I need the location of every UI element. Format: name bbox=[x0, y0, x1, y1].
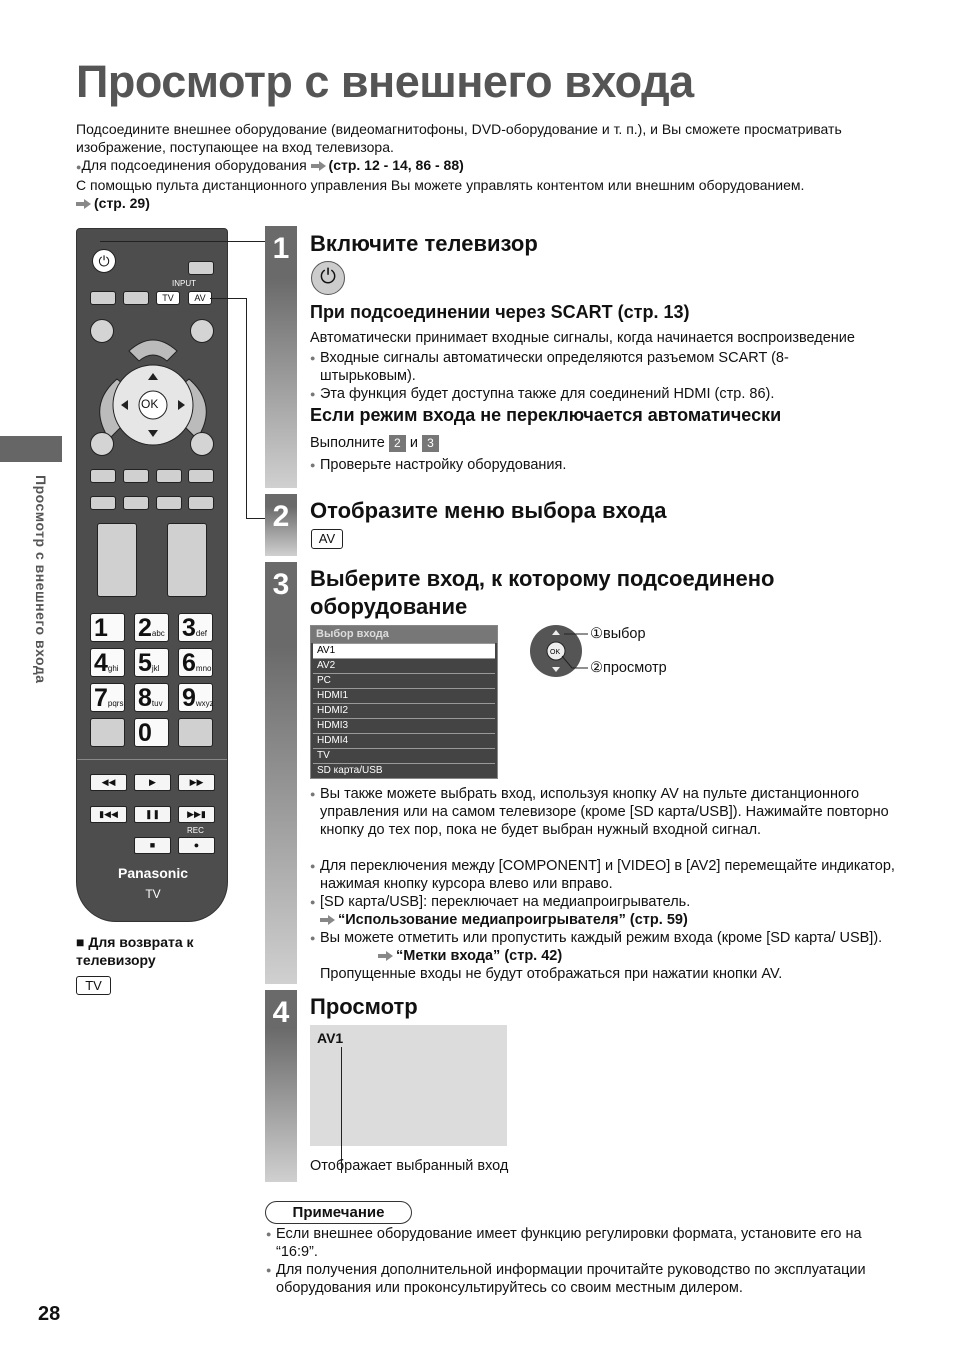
menu-item[interactable]: AV1 bbox=[313, 643, 495, 658]
menu-item[interactable]: SD карта/USB bbox=[313, 763, 495, 778]
page-title: Просмотр с внешнего входа bbox=[76, 56, 694, 107]
record-button[interactable]: ● bbox=[178, 837, 215, 854]
number-key[interactable]: 4ghi bbox=[90, 648, 125, 677]
number-key[interactable]: 5jkl bbox=[134, 648, 169, 677]
bullet-item: ● Эта функция будет доступна также для соединений HDMI (стр. 86). bbox=[310, 385, 910, 403]
body-text: Выполните 2 и 3 bbox=[310, 434, 439, 452]
divider bbox=[77, 759, 227, 760]
remote-button[interactable] bbox=[156, 496, 182, 510]
input-label: INPUT bbox=[172, 279, 196, 288]
screen-caption: Отображает выбранный вход bbox=[310, 1158, 509, 1174]
rec-label: REC bbox=[187, 826, 204, 835]
bullet-item: ● Вы можете отметить или пропустить каждый режим входа (кроме [SD карта/ USB]). bbox=[310, 929, 895, 947]
step-number: 3 bbox=[272, 568, 290, 601]
rewind-button[interactable]: ◀◀ bbox=[90, 774, 127, 791]
cursor-pad-icon bbox=[528, 624, 590, 678]
step-number: 2 bbox=[272, 500, 290, 533]
arrow-icon bbox=[311, 161, 327, 171]
tv-input-button[interactable]: TV bbox=[156, 291, 180, 305]
color-button[interactable] bbox=[90, 469, 116, 483]
input-select-menu bbox=[310, 625, 498, 779]
callout-line bbox=[246, 298, 247, 518]
arrow-icon bbox=[320, 915, 336, 925]
number-key[interactable]: 0 bbox=[134, 718, 169, 747]
number-key[interactable]: 6mno bbox=[178, 648, 213, 677]
remote-button[interactable] bbox=[188, 261, 214, 275]
callout-line bbox=[100, 241, 266, 242]
intro-ref: (стр. 29) bbox=[76, 194, 906, 212]
arrow-icon bbox=[378, 951, 394, 961]
callout-line bbox=[246, 518, 266, 519]
step-heading: Отобразите меню выбора входа bbox=[310, 498, 667, 523]
remote-button[interactable] bbox=[90, 432, 114, 456]
bullet-item: ● [SD карта/USB]: переключает на медиапроигрыватель. bbox=[310, 893, 870, 911]
view-hint: ②просмотр bbox=[590, 660, 667, 676]
model-label: TV bbox=[145, 887, 161, 901]
volume-button[interactable] bbox=[97, 523, 137, 597]
remote-button[interactable] bbox=[123, 496, 149, 510]
number-key[interactable]: 7pqrs bbox=[90, 683, 125, 712]
menu-item[interactable]: HDMI3 bbox=[313, 718, 495, 733]
callout-line bbox=[210, 298, 247, 518]
intro-line: Подсоедините внешнее оборудование (видеомагнитофоны, DVD-оборудование и т. п.), и Вы сможете просматривать изображение, поступающее на вход телевизора. bbox=[76, 121, 842, 155]
remote-button[interactable] bbox=[123, 291, 149, 305]
skip-back-button[interactable]: ▮◀◀ bbox=[90, 806, 127, 823]
remote-button[interactable] bbox=[90, 291, 116, 305]
brand-logo: Panasonic bbox=[117, 865, 189, 881]
sub-heading: При подсоединении через SCART (стр. 13) bbox=[310, 302, 690, 322]
remote-control bbox=[76, 228, 228, 922]
pause-button[interactable]: ❚❚ bbox=[134, 806, 171, 823]
blank-key[interactable] bbox=[178, 718, 213, 747]
color-button[interactable] bbox=[123, 469, 149, 483]
sub-heading: Если режим входа не переключается автоматически bbox=[310, 405, 782, 425]
tv-screen bbox=[310, 1025, 507, 1146]
menu-item[interactable]: HDMI2 bbox=[313, 703, 495, 718]
body-text: Пропущенные входы не будут отображаться при нажатии кнопки AV. bbox=[320, 966, 783, 982]
number-key[interactable]: 8tuv bbox=[134, 683, 169, 712]
note-item: ● Если внешнее оборудование имеет функцию регулировки формата, установите его на “16:9”. bbox=[266, 1225, 896, 1261]
bullet-item: ● Вы также можете выбрать вход, используя кнопку AV на пульте дистанционного управления или на самом телевизоре (кроме [SD карта/USB]). Нажимайте повторно кнопку до тех пор, пока не будет выбран нужный входной сигнал. bbox=[310, 785, 905, 839]
note-title: Примечание bbox=[265, 1201, 412, 1224]
body-text: Автоматически принимает входные сигналы, когда начинается воспроизведение bbox=[310, 330, 855, 346]
play-button[interactable]: ▶ bbox=[134, 774, 171, 791]
step-heading: Просмотр bbox=[310, 994, 418, 1019]
arc-up-button[interactable] bbox=[129, 340, 177, 361]
ok-label: OK bbox=[141, 397, 159, 411]
blank-key[interactable] bbox=[90, 718, 125, 747]
page-ref: “Метки входа” (стр. 42) bbox=[378, 947, 562, 965]
page-ref: “Использование медиапроигрывателя” (стр. 59) bbox=[320, 911, 688, 929]
stop-button[interactable]: ■ bbox=[134, 837, 171, 854]
section-label: Просмотр с внешнего входа bbox=[33, 475, 49, 684]
number-key[interactable]: 1 bbox=[90, 613, 125, 642]
note-item: ● Для получения дополнительной информации прочитайте руководство по эксплуатации оборудования или проконсультируйтесь со своим местным дилером. bbox=[266, 1261, 896, 1297]
menu-title: Выбор входа bbox=[311, 626, 497, 643]
menu-item[interactable]: PC bbox=[313, 673, 495, 688]
step-bar bbox=[265, 562, 297, 984]
av-key: AV bbox=[311, 529, 343, 549]
step-heading: Включите телевизор bbox=[310, 231, 538, 256]
menu-item[interactable]: TV bbox=[313, 748, 495, 763]
color-button[interactable] bbox=[156, 469, 182, 483]
number-key[interactable]: 9wxyz bbox=[178, 683, 213, 712]
fast-forward-button[interactable]: ▶▶ bbox=[178, 774, 215, 791]
step-number: 4 bbox=[272, 996, 290, 1029]
number-key[interactable]: 3def bbox=[178, 613, 213, 642]
tv-key: TV bbox=[76, 976, 111, 995]
step-heading: Выберите вход, к которому подсоединено bbox=[310, 566, 775, 591]
number-key[interactable]: 2abc bbox=[134, 613, 169, 642]
screen-input-label: AV1 bbox=[317, 1030, 344, 1046]
menu-item[interactable]: HDMI1 bbox=[313, 688, 495, 703]
intro-line: С помощью пульта дистанционного управления Вы можете управлять контентом или внешним оборудованием. bbox=[76, 177, 805, 193]
page-number: 28 bbox=[38, 1303, 61, 1325]
power-button[interactable]: ⏻ bbox=[92, 249, 116, 273]
step-chip: 3 bbox=[422, 435, 439, 452]
bullet-item: ● Проверьте настройку оборудования. bbox=[310, 456, 810, 474]
step-chip: 2 bbox=[389, 435, 406, 452]
return-tv-label: ■ Для возврата к телевизору bbox=[76, 934, 194, 968]
menu-item[interactable]: HDMI4 bbox=[313, 733, 495, 748]
square-icon: ■ bbox=[76, 934, 89, 950]
menu-item[interactable]: AV2 bbox=[313, 658, 495, 673]
bullet-item: ● Входные сигналы автоматически определяются разъемом SCART (8-штырьковым). bbox=[310, 349, 830, 385]
remote-button[interactable] bbox=[90, 496, 116, 510]
intro-text bbox=[76, 120, 906, 212]
step-heading: оборудование bbox=[310, 594, 468, 619]
arrow-icon bbox=[76, 199, 92, 209]
skip-forward-button[interactable]: ▶▶▮ bbox=[178, 806, 215, 823]
av-input-button[interactable]: AV bbox=[188, 291, 212, 305]
step-number: 1 bbox=[272, 232, 290, 265]
pointer-line bbox=[341, 1047, 342, 1173]
select-hint: ①выбор bbox=[590, 626, 646, 642]
intro-bullet: ●Для подсоединения оборудования (стр. 12 - 14, 86 - 88) bbox=[76, 157, 464, 173]
svg-text:OK: OK bbox=[550, 649, 561, 656]
section-tab bbox=[0, 436, 62, 462]
channel-button[interactable] bbox=[167, 523, 207, 597]
power-icon: ⏻ bbox=[311, 261, 345, 295]
bullet-item: ● Для переключения между [COMPONENT] и [VIDEO] в [AV2] перемещайте индикатор, нажимая кнопку курсора влево или вправо. bbox=[310, 857, 895, 893]
